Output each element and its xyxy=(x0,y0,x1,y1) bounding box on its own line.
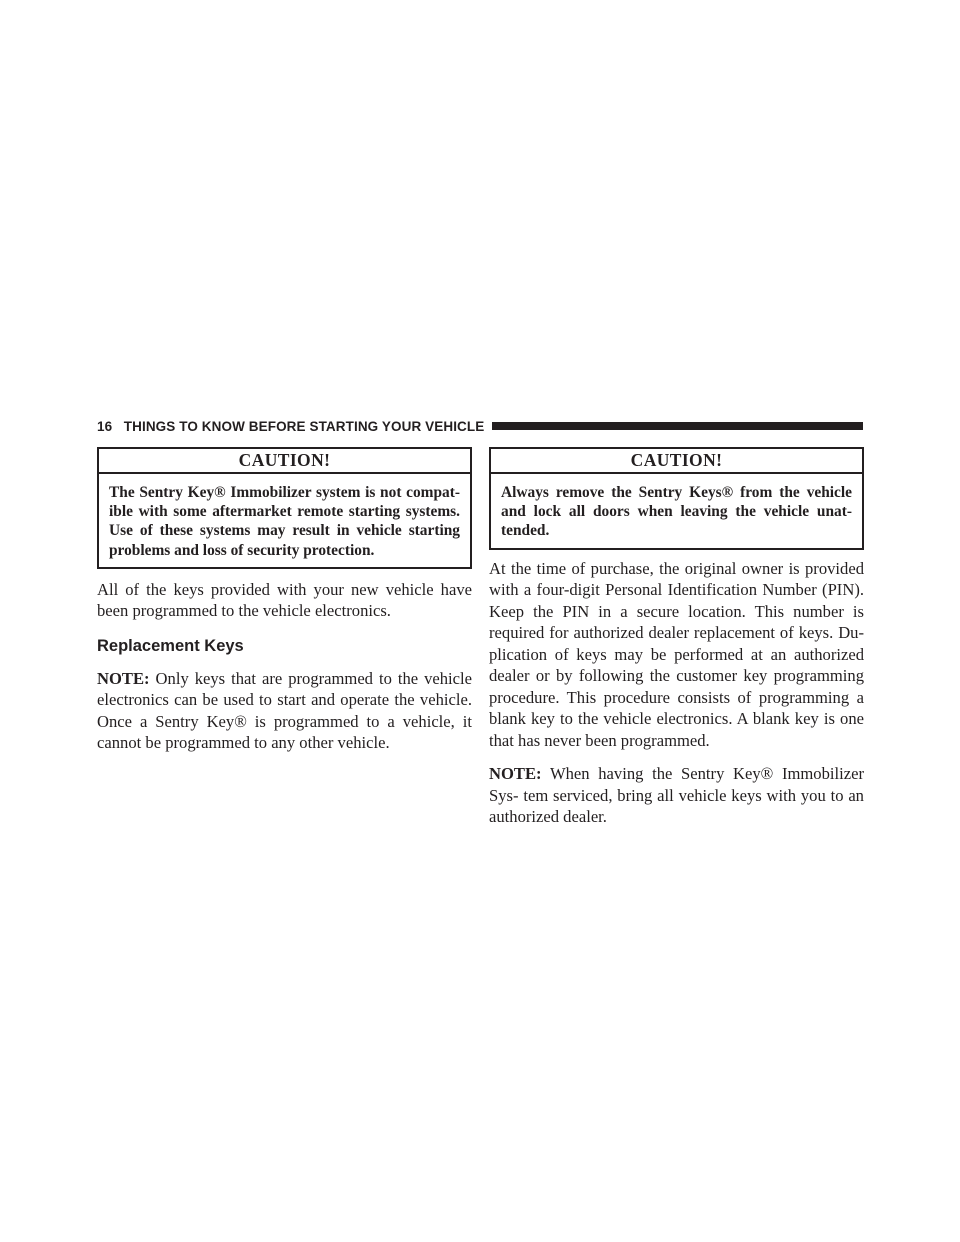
text-line: authorized dealer. xyxy=(489,807,607,827)
text-line: dealer or by following the customer key programming xyxy=(489,666,864,686)
text-line: required for authorized dealer replacement of keys. Du- xyxy=(489,623,864,643)
section-heading: Replacement Keys xyxy=(97,636,244,655)
text-line: When having the Sentry Key® Immobilizer Sys- xyxy=(489,764,864,805)
left-column xyxy=(97,447,472,754)
paragraph xyxy=(97,579,472,622)
text-line: that has never been programmed. xyxy=(489,730,710,750)
text-line: electronics can be used to start and operate the vehicle. xyxy=(97,690,472,710)
note-paragraph xyxy=(489,763,864,828)
paragraph xyxy=(489,558,864,752)
text-line: be programmed to any other vehicle. xyxy=(145,733,390,753)
text-line: blank key to the vehicle electronics. A blank key is one xyxy=(489,709,864,729)
text-line: Once a Sentry Key® is programmed to a vehicle, it cannot xyxy=(97,711,472,753)
header-rule xyxy=(492,422,863,430)
note-label: NOTE: xyxy=(97,668,150,688)
text-line: procedure. This procedure consists of programming a xyxy=(489,687,864,707)
caution-text xyxy=(99,474,470,567)
text-line: been programmed to the vehicle electronics. xyxy=(97,601,391,621)
caution-line: ible with some aftermarket remote starting systems. xyxy=(109,503,460,521)
caution-box xyxy=(97,447,472,569)
text-line: plication of keys may be performed at an authorized xyxy=(489,644,864,664)
note-label: NOTE: xyxy=(489,764,542,784)
caution-title: CAUTION! xyxy=(491,449,862,474)
text-line: Keep the PIN in a secure location. This number is xyxy=(489,601,864,621)
caution-line: problems and loss of security protection. xyxy=(109,541,375,559)
text-line: with a four-digit Personal Identification Number (PIN). xyxy=(489,580,864,600)
caution-line: and lock all doors when leaving the vehicle unat- xyxy=(501,503,852,521)
caution-title: CAUTION! xyxy=(99,449,470,474)
caution-line: The Sentry Key® Immobilizer system is not compat- xyxy=(109,484,460,501)
caution-line: Use of these systems may result in vehicle starting xyxy=(109,522,460,540)
note-paragraph xyxy=(97,668,472,754)
header-title xyxy=(97,419,492,434)
caution-text xyxy=(491,474,862,548)
caution-box xyxy=(489,447,864,550)
page-header xyxy=(97,415,863,437)
text-line: Only keys that are programmed to the vehicle xyxy=(155,668,472,688)
caution-line: Always remove the Sentry Keys® from the vehicle xyxy=(501,484,852,501)
caution-line: tended. xyxy=(501,522,550,540)
text-line: At the time of purchase, the original owner is provided xyxy=(489,558,864,578)
chapter-title: THINGS TO KNOW BEFORE STARTING YOUR VEHICLE xyxy=(123,418,485,434)
page-number: 16 xyxy=(97,418,113,434)
text-line: All of the keys provided with your new vehicle have xyxy=(97,579,472,599)
text-line: tem serviced, bring all vehicle keys with you to an xyxy=(523,785,864,805)
right-column xyxy=(489,447,864,828)
